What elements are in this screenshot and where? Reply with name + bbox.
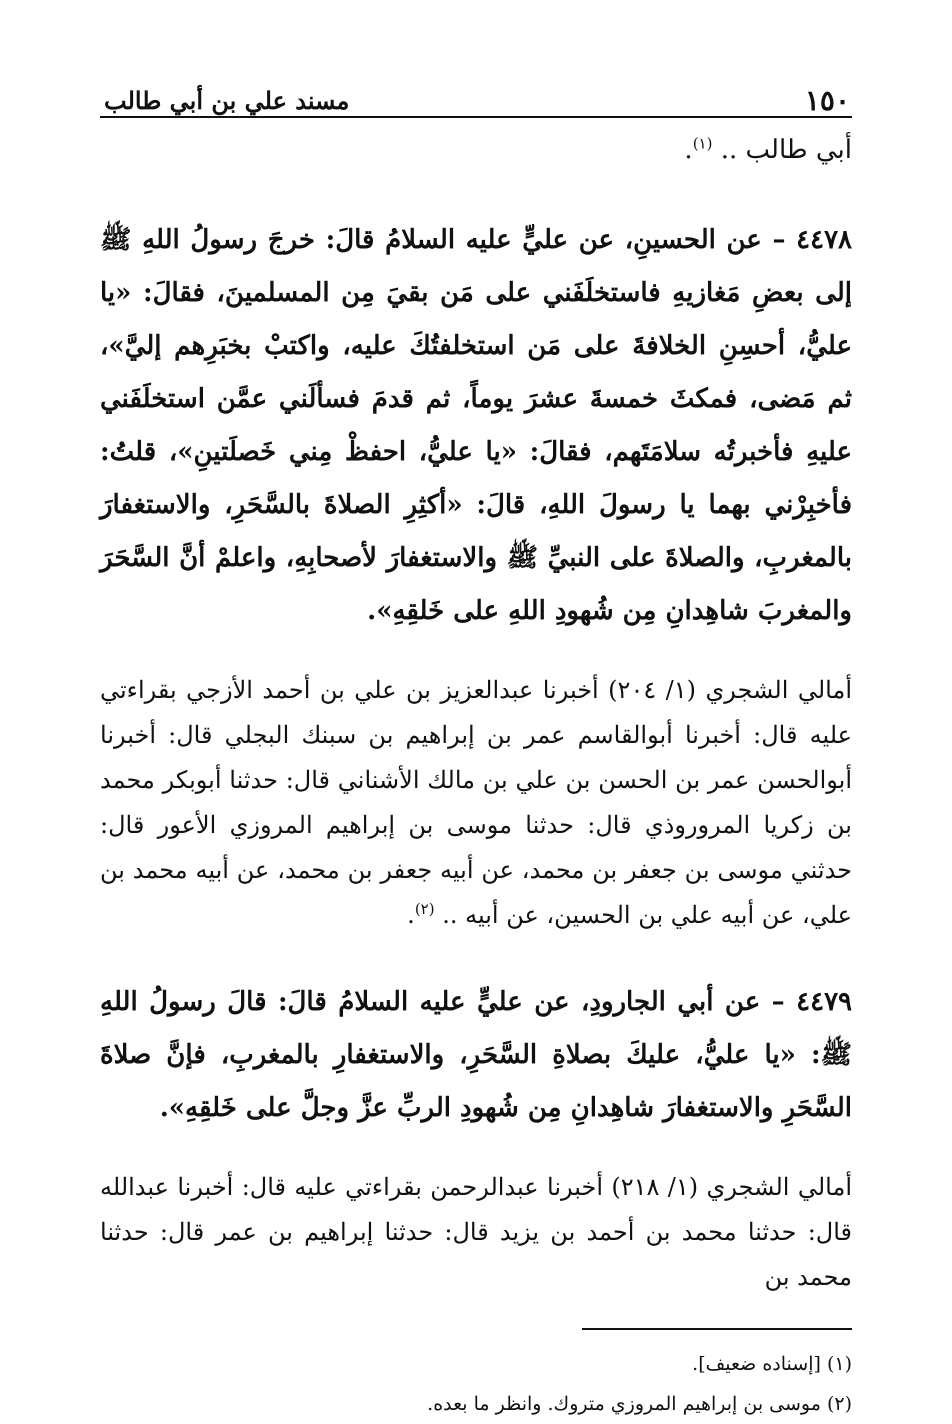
source-citation-1 [100,668,852,938]
page-header [100,80,852,118]
hadith-number: ٤٤٧٨ [796,225,852,255]
footnotes [100,1344,852,1424]
footnote-2: (٢) موسى بن إبراهيم المروزي متروك. وانظر ما بعده. [427,1393,852,1415]
hadith-text: – عن الحسينِ، عن عليٍّ عليه السلامُ قالَ: خرجَ رسولُ اللهِ ﷺ إلى بعضِ مَغازيهِ فاستخلَفَني على مَن بقيَ مِن المسلمينَ، فقالَ: «يا عليُّ، أحسِنِ الخلافةَ على مَن استخلفتُكَ عليه، واكتبْ بخبَرِهم إليَّ»، ثم مَضى، فمكثَ خمسةَ عشرَ يوماً، ثم قدمَ فسألَني عمَّن استخلَفَني عليهِ فأخبرتُه سلامَتَهم، فقالَ: «يا عليُّ، احفظْ مِني خَصلَتينِ»، قلتُ: فأخبِرْني بهما يا رسولَ اللهِ، قالَ: «أكثِرِ الصلاةَ بالسَّحَرِ، والاستغفارَ بالمغربِ، والصلاةَ على النبيِّ ﷺ والاستغفارَ لأصحابِهِ، واعلمْ أنَّ السَّحَرَ والمغربَ شاهِدانِ مِن شُهودِ اللهِ على خَلقِهِ». [100,225,852,626]
footnote-ref-1[interactable]: (١) [692,134,713,153]
source-citation-2 [100,1165,852,1300]
running-title: مسند علي بن أبي طالب [104,86,350,115]
continuation-end: . [684,135,693,165]
page-number: ١٥٠ [804,84,850,117]
footnote-divider [582,1328,852,1330]
footnote-ref-2[interactable]: (٢) [414,900,435,918]
book-page [100,80,852,1424]
source-end: . [407,901,415,929]
footnote-1: (١) [إسناده ضعيف]. [692,1353,852,1375]
source-text: أمالي الشجري (١/ ٢٠٤) أخبرنا عبدالعزيز بن علي بن أحمد الأزجي بقراءتي عليه قال: أخبرنا أبوالقاسم عمر بن إبراهيم بن سبنك البجلي قال: أخبرنا أبوالحسن عمر بن الحسن بن علي بن مالك الأشناني قال: حدثنا أبوبكر محمد بن زكريا المروروذي قال: حدثنا موسى بن إبراهيم المروزي الأعور قال: حدثني موسى بن جعفر بن محمد، عن أبيه جعفر بن محمد، عن أبيه محمد بن علي، عن أبيه علي بن الحسين، عن أبيه .. [100,676,853,929]
hadith-text: – عن أبي الجارودِ، عن عليٍّ عليه السلامُ قالَ: قالَ رسولُ اللهِ ﷺ: «يا عليُّ، عليكَ بصلاةِ السَّحَرِ، والاستغفارِ بالمغربِ، فإنَّ صلاةَ السَّحَرِ والاستغفارَ شاهِدانِ مِن شُهودِ الربِّ عزَّ وجلَّ على خَلقِهِ». [100,987,852,1123]
hadith-number: ٤٤٧٩ [796,987,852,1017]
source-text: أمالي الشجري (١/ ٢١٨) أخبرنا عبدالرحمن بقراءتي عليه قال: أخبرنا عبدالله قال: حدثنا محمد بن أحمد بن يزيد قال: حدثنا إبراهيم بن عمر قال: حدثنا محمد بن [100,1173,852,1291]
continuation-text: أبي طالب .. [720,135,852,165]
hadith-4478 [100,214,852,638]
hadith-4479 [100,976,852,1135]
continuation-line [100,124,852,176]
